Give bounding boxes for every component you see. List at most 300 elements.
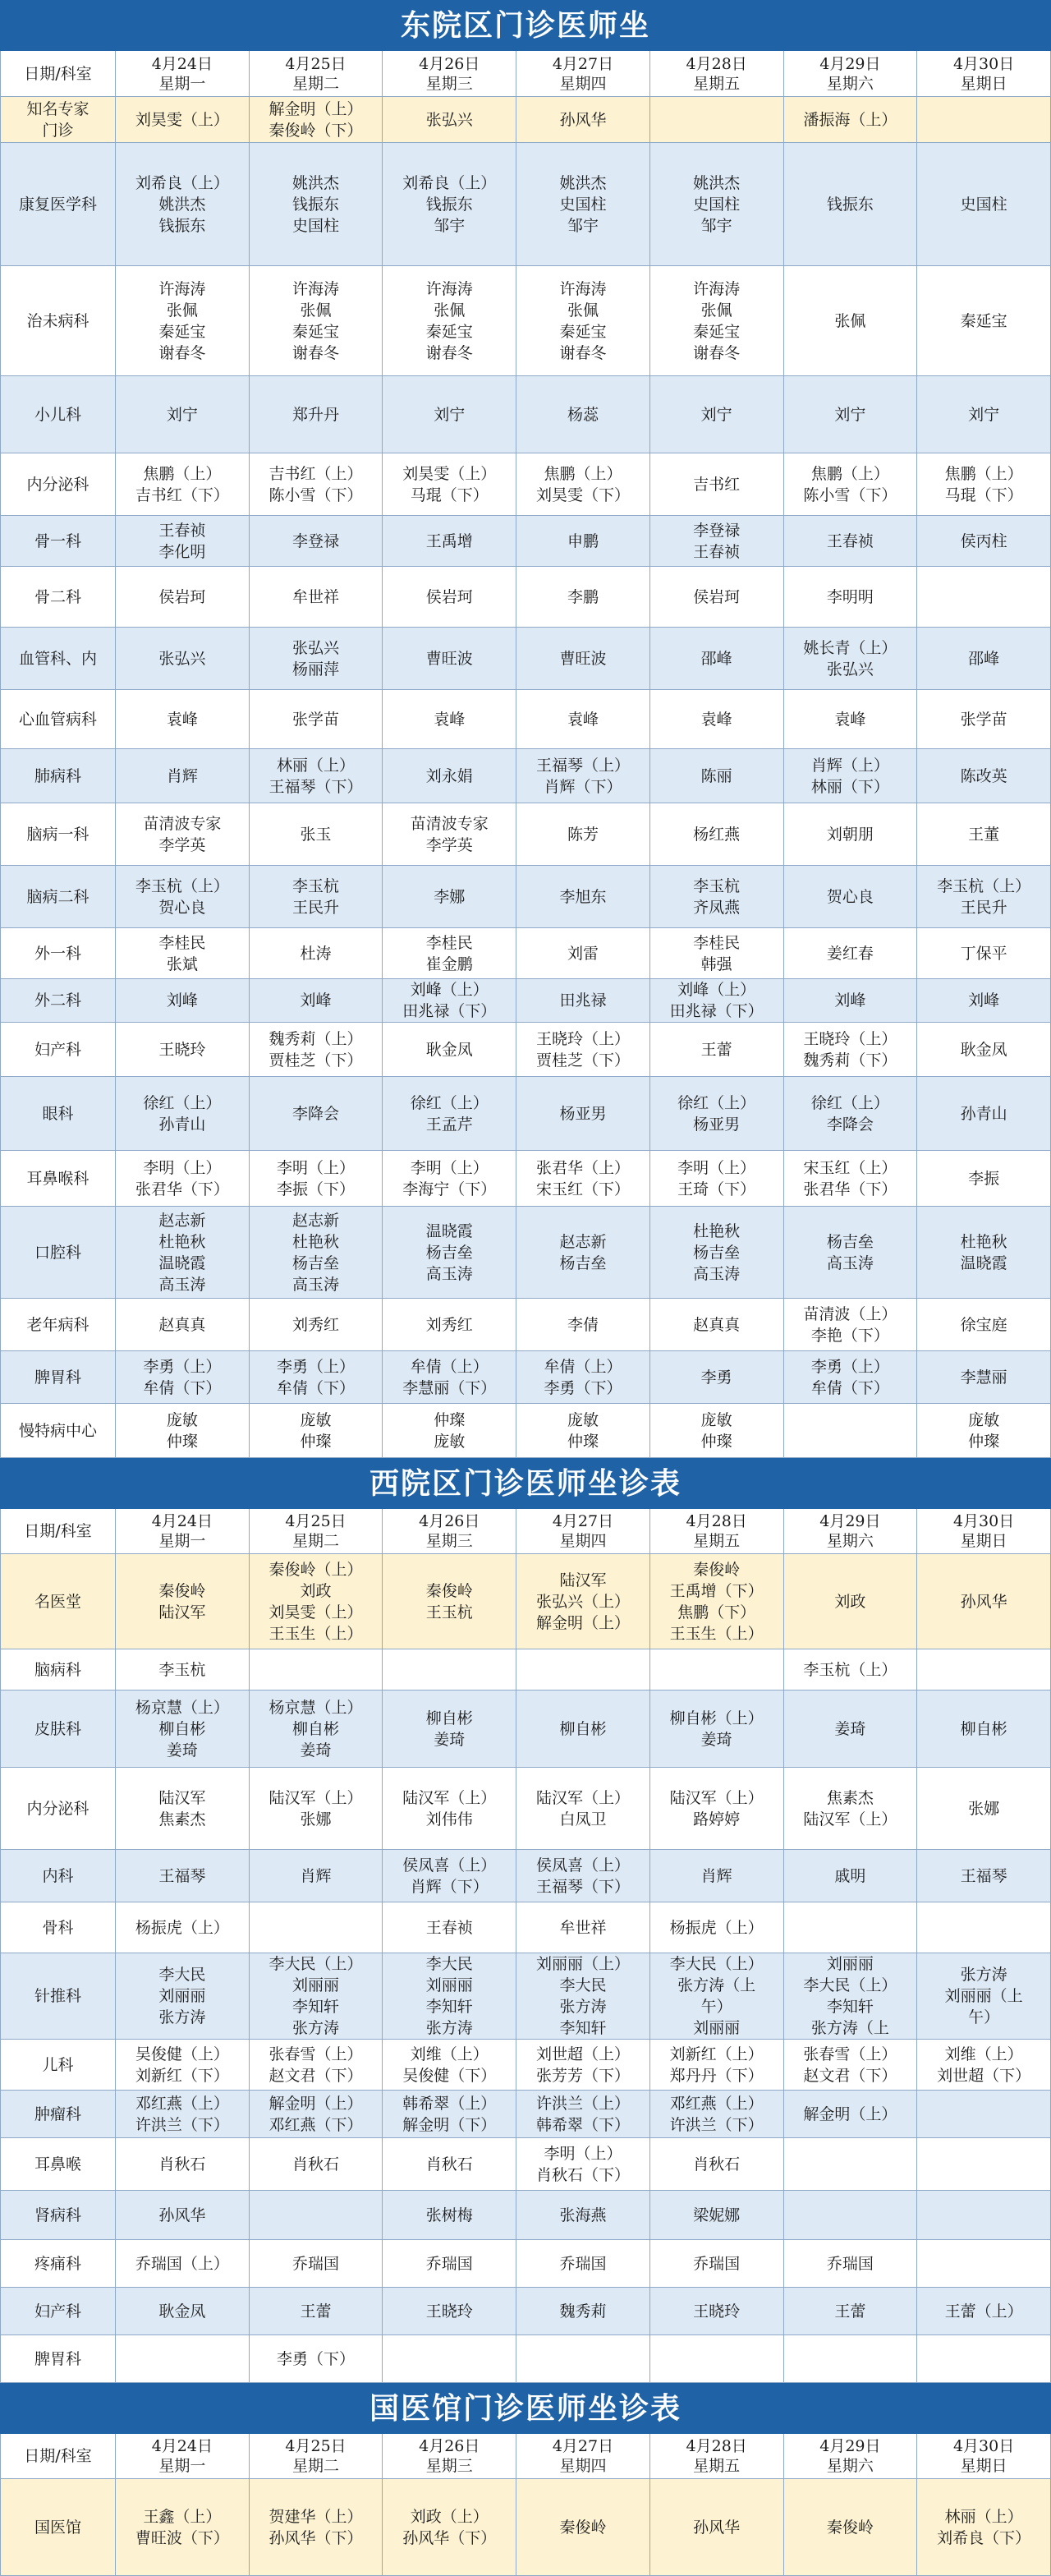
schedule-cell <box>649 2040 783 2091</box>
department-name <box>1 516 116 567</box>
doctor-name: 王晓玲（上） <box>803 1029 897 1048</box>
doctor-name: 解金明（上） <box>268 2094 363 2113</box>
doctor-name: 张玉 <box>300 825 332 844</box>
schedule-cell <box>116 1850 250 1902</box>
day-date: 4月30日 <box>952 2437 1015 2455</box>
doctor-name: 柳自彬 <box>960 1719 1007 1738</box>
schedule-cell <box>516 1299 650 1351</box>
schedule-cell <box>116 1690 250 1768</box>
schedule-cell <box>383 928 516 979</box>
day-header <box>249 1509 383 1554</box>
department-name-line: 耳鼻喉科 <box>26 1169 89 1188</box>
doctor-name: 王孟芹 <box>425 1115 473 1134</box>
doctor-name: 焦素杰 <box>826 1788 874 1807</box>
schedule-cell <box>516 1023 650 1077</box>
doctor-name: 庞敏 <box>300 1410 332 1429</box>
schedule-cell <box>649 749 783 803</box>
table-row <box>1 143 1051 266</box>
department-name <box>1 1023 116 1077</box>
doctor-name: 魏秀莉（上） <box>268 1029 363 1048</box>
schedule-cell <box>383 1299 516 1351</box>
doctor-name: 史国柱 <box>960 195 1007 214</box>
day-weekday: 星期日 <box>960 2457 1007 2475</box>
schedule-cell <box>917 1690 1051 1768</box>
day-weekday: 星期一 <box>158 74 206 93</box>
department-name <box>1 97 116 143</box>
schedule-cell <box>917 803 1051 866</box>
doctor-name: 谢春冬 <box>158 343 206 362</box>
doctor-name: 邵峰 <box>700 649 732 668</box>
doctor-name: 邓红燕（上） <box>135 2094 229 2113</box>
table-row <box>1 1207 1051 1299</box>
doctor-name: 柳自彬 <box>158 1719 206 1738</box>
day-date: 4月25日 <box>285 1512 347 1530</box>
day-weekday: 星期六 <box>826 2457 874 2475</box>
doctor-name: 秦俊岭（上） <box>268 1560 363 1579</box>
schedule-cell <box>649 2138 783 2191</box>
department-name-line: 名医堂 <box>34 1592 81 1611</box>
schedule-cell <box>116 1554 250 1649</box>
schedule-cell <box>116 567 250 628</box>
doctor-name: 梁妮娜 <box>693 2206 741 2224</box>
schedule-cell <box>783 2288 917 2335</box>
doctor-name: 徐宝庭 <box>960 1315 1007 1334</box>
doctor-name: 李玉杭（上） <box>803 1660 897 1679</box>
doctor-name: 袁峰 <box>700 710 732 729</box>
schedule-cell <box>516 1554 650 1649</box>
department-name-line: 小儿科 <box>34 405 81 424</box>
department-name <box>1 1554 116 1649</box>
schedule-cell <box>649 1690 783 1768</box>
doctor-name: 李明（上） <box>143 1158 222 1177</box>
day-date: 4月27日 <box>552 1512 614 1530</box>
schedule-cell <box>783 1850 917 1902</box>
doctor-name: 焦鹏（上） <box>143 464 222 483</box>
schedule-cell <box>783 2040 917 2091</box>
doctor-name: 赵真真 <box>158 1315 206 1334</box>
schedule-cell <box>649 1023 783 1077</box>
doctor-name: 张树梅 <box>425 2206 473 2224</box>
department-name-line: 脑病一科 <box>26 825 89 844</box>
department-name <box>1 2335 116 2383</box>
doctor-name: 秦俊岭 <box>826 2518 874 2537</box>
department-name <box>1 453 116 516</box>
doctor-name: 张佩 <box>166 301 198 320</box>
schedule-cell <box>649 1953 783 2040</box>
schedule-cell <box>917 453 1051 516</box>
day-date: 4月27日 <box>552 2437 614 2455</box>
day-date: 4月30日 <box>952 54 1015 73</box>
doctor-name: 午） <box>700 1998 732 2016</box>
day-header <box>917 51 1051 97</box>
doctor-name: 焦鹏（上） <box>544 464 622 483</box>
doctor-name: 刘希良（上） <box>402 173 497 192</box>
doctor-name: 崔金鹏 <box>425 954 473 973</box>
day-date: 4月30日 <box>952 1512 1015 1530</box>
doctor-name: 肖辉（下） <box>544 777 622 796</box>
doctor-name: 姜琦 <box>434 1730 466 1749</box>
schedule-cell <box>783 1953 917 2040</box>
doctor-name: 刘朝朋 <box>826 825 874 844</box>
schedule-cell <box>917 97 1051 143</box>
department-name-line: 耳鼻喉 <box>34 2155 81 2174</box>
doctor-name: 李海宁（下） <box>402 1180 497 1198</box>
department-name-line: 针推科 <box>34 1987 81 2005</box>
schedule-cell <box>649 866 783 928</box>
schedule-cell <box>783 1299 917 1351</box>
schedule-cell <box>917 1649 1051 1690</box>
schedule-cell <box>249 1077 383 1151</box>
doctor-name: 张弘兴 <box>158 649 206 668</box>
doctor-name: 焦素杰 <box>158 1810 206 1828</box>
doctor-name: 刘伟伟 <box>425 1810 473 1828</box>
schedule-cell <box>249 1023 383 1077</box>
doctor-name: 白凤卫 <box>559 1810 607 1828</box>
day-date: 4月29日 <box>819 1512 881 1530</box>
schedule-cell <box>383 2288 516 2335</box>
doctor-name: 李大民（上） <box>268 1955 363 1973</box>
doctor-name: 侯丙柱 <box>960 531 1007 550</box>
department-name <box>1 1649 116 1690</box>
schedule-cell <box>783 1023 917 1077</box>
schedule-cell <box>249 2240 383 2288</box>
doctor-name: 史国柱 <box>693 195 741 214</box>
doctor-name: 解金明（上） <box>535 1613 630 1632</box>
doctor-name: 张方涛（上 <box>810 2019 889 2037</box>
table-row <box>1 2288 1051 2335</box>
department-name <box>1 266 116 376</box>
doctor-name: 肖秋石 <box>292 2155 340 2174</box>
doctor-name: 姜琦 <box>300 1741 332 1760</box>
table-row <box>1 979 1051 1023</box>
doctor-name: 肖秋石 <box>693 2155 741 2174</box>
doctor-name: 李艳（下） <box>810 1326 889 1345</box>
table-row <box>1 453 1051 516</box>
department-name-line: 脾胃科 <box>34 1368 81 1387</box>
doctor-name: 侯凤喜（上） <box>402 1856 497 1874</box>
doctor-name: 牟倩（下） <box>810 1378 889 1397</box>
doctor-name: 谢春冬 <box>292 343 340 362</box>
doctor-name: 齐凤燕 <box>693 898 741 917</box>
doctor-name: 李明（上） <box>544 2144 622 2163</box>
doctor-name: 张芳芳（下） <box>535 2066 630 2085</box>
doctor-name: 刘昊雯（上） <box>402 464 497 483</box>
doctor-name: 牟倩（下） <box>277 1378 356 1397</box>
table-row <box>1 1690 1051 1768</box>
doctor-name: 张春雪（上） <box>803 2045 897 2063</box>
doctor-name: 李明明 <box>826 587 874 606</box>
doctor-name: 秦俊岭 <box>559 2518 607 2537</box>
doctor-name: 仲璨 <box>300 1432 332 1451</box>
doctor-name: 李倩 <box>567 1315 599 1334</box>
department-name <box>1 1151 116 1207</box>
schedule-cell <box>516 97 650 143</box>
schedule-cell <box>649 690 783 749</box>
department-name-line: 妇产科 <box>34 2302 81 2321</box>
schedule-cell <box>516 2191 650 2240</box>
schedule-cell <box>249 376 383 453</box>
day-weekday: 星期二 <box>292 2457 340 2475</box>
doctor-name: 许洪兰（下） <box>669 2115 764 2134</box>
schedule-cell <box>783 97 917 143</box>
doctor-name: 刘秀红 <box>292 1315 340 1334</box>
table-row <box>1 2335 1051 2383</box>
schedule-cell <box>116 1404 250 1458</box>
schedule-cell <box>649 928 783 979</box>
doctor-name: 田兆禄（下） <box>402 1002 497 1020</box>
department-name-line: 门诊 <box>42 121 74 140</box>
table-row <box>1 1953 1051 2040</box>
doctor-name: 张佩 <box>300 301 332 320</box>
doctor-name: 张春雪（上） <box>268 2045 363 2063</box>
doctor-name: 林丽（上） <box>277 756 356 775</box>
doctor-name: 仲璨 <box>968 1432 1000 1451</box>
section-title: 东院区门诊医师坐 <box>1 1 1051 51</box>
doctor-name: 李知轩 <box>826 1998 874 2016</box>
day-header <box>917 2434 1051 2479</box>
doctor-name: 王晓玲（上） <box>535 1029 630 1048</box>
department-name-line: 骨一科 <box>34 531 81 550</box>
doctor-name: 肖辉（下） <box>410 1877 489 1896</box>
doctor-name: 钱振东 <box>292 195 340 214</box>
schedule-cell <box>783 2335 917 2383</box>
schedule-cell <box>516 516 650 567</box>
schedule-cell <box>116 376 250 453</box>
doctor-name: 李玉杭（上） <box>937 876 1031 895</box>
doctor-name: 张佩 <box>434 301 466 320</box>
doctor-name: 刘维（上） <box>410 2045 489 2063</box>
department-name <box>1 1077 116 1151</box>
department-name <box>1 1902 116 1953</box>
day-weekday: 星期二 <box>292 74 340 93</box>
schedule-cell <box>116 2288 250 2335</box>
doctor-name: 许海涛 <box>559 279 607 298</box>
schedule-cell <box>383 143 516 266</box>
schedule-cell <box>783 628 917 690</box>
doctor-name: 王蕾 <box>700 1040 732 1059</box>
schedule-cell <box>249 1299 383 1351</box>
day-date: 4月24日 <box>151 1512 213 1530</box>
schedule-cell <box>249 749 383 803</box>
doctor-name: 姜琦 <box>166 1741 198 1760</box>
schedule-cell <box>783 690 917 749</box>
day-header <box>516 2434 650 2479</box>
doctor-name: 午） <box>968 2008 1000 2026</box>
doctor-name: 刘政（上） <box>410 2507 489 2526</box>
schedule-cell <box>516 1404 650 1458</box>
schedule-cell <box>249 1649 383 1690</box>
table-row <box>1 1902 1051 1953</box>
department-name <box>1 2479 116 2576</box>
doctor-name: 戚明 <box>834 1866 866 1885</box>
doctor-name: 王蕾 <box>834 2302 866 2321</box>
doctor-name: 孙风华 <box>158 2206 206 2224</box>
schedule-cell <box>383 266 516 376</box>
doctor-name: 赵文君（下） <box>268 2066 363 2085</box>
doctor-name: 刘昊雯（下） <box>535 485 630 504</box>
day-header <box>649 51 783 97</box>
department-name-line: 骨二科 <box>34 587 81 606</box>
schedule-cell <box>116 516 250 567</box>
schedule-cell <box>783 1768 917 1850</box>
schedule-cell <box>516 2091 650 2138</box>
doctor-name: 李慧丽 <box>960 1368 1007 1387</box>
doctor-name: 陈小雪（下） <box>803 485 897 504</box>
doctor-name: 张娜 <box>968 1799 1000 1818</box>
schedule-cell <box>116 928 250 979</box>
doctor-name: 刘峰 <box>968 991 1000 1010</box>
day-date: 4月24日 <box>151 2437 213 2455</box>
schedule-cell <box>383 1850 516 1902</box>
schedule-cell <box>783 516 917 567</box>
doctor-name: 路婷婷 <box>693 1810 741 1828</box>
department-name-line: 肺病科 <box>34 766 81 785</box>
doctor-name: 秦延宝 <box>158 322 206 341</box>
schedule-cell <box>383 749 516 803</box>
doctor-name: 解金明（下） <box>402 2115 497 2134</box>
department-name <box>1 2091 116 2138</box>
table-row <box>1 2479 1051 2576</box>
doctor-name: 张方涛 <box>559 1998 607 2016</box>
doctor-name: 肖辉 <box>300 1866 332 1885</box>
doctor-name: 李桂民 <box>158 933 206 952</box>
doctor-name: 王民升 <box>292 898 340 917</box>
doctor-name: 刘新红（下） <box>135 2066 229 2085</box>
doctor-name: 郑升丹 <box>292 405 340 424</box>
schedule-cell <box>249 1953 383 2040</box>
doctor-name: 刘永娟 <box>425 766 473 785</box>
schedule-cell <box>917 1850 1051 1902</box>
doctor-name: 王福琴 <box>158 1866 206 1885</box>
schedule-cell <box>249 2288 383 2335</box>
department-name-line: 治未病科 <box>26 311 89 330</box>
day-header <box>383 2434 516 2479</box>
doctor-name: 张君华（下） <box>803 1180 897 1198</box>
doctor-name: 邹宇 <box>700 216 732 235</box>
day-weekday: 星期四 <box>559 1532 607 1550</box>
doctor-name: 李慧丽（下） <box>402 1378 497 1397</box>
doctor-name: 刘希良（上） <box>135 173 229 192</box>
doctor-name: 刘峰（上） <box>677 981 756 999</box>
department-name-line: 脑病二科 <box>26 887 89 906</box>
day-date: 4月26日 <box>419 2437 480 2455</box>
schedule-cell <box>516 2040 650 2091</box>
schedule-cell <box>116 2138 250 2191</box>
schedule-cell <box>649 516 783 567</box>
day-date: 4月25日 <box>285 54 347 73</box>
doctor-name: 耿金凤 <box>960 1040 1007 1059</box>
doctor-name: 张方涛 <box>292 2019 340 2037</box>
doctor-name: 高玉涛 <box>292 1275 340 1294</box>
table-row <box>1 1768 1051 1850</box>
doctor-name: 张佩 <box>834 311 866 330</box>
schedule-cell <box>649 1850 783 1902</box>
table-row <box>1 1299 1051 1351</box>
schedule-cell <box>383 1404 516 1458</box>
doctor-name: 王玉杭 <box>425 1603 473 1622</box>
doctor-name: 乔瑞国 <box>559 2254 607 2273</box>
day-weekday: 星期日 <box>960 1532 1007 1550</box>
doctor-name: 柳自彬（上） <box>669 1709 764 1727</box>
schedule-cell <box>249 2335 383 2383</box>
doctor-name: 侯岩珂 <box>693 587 741 606</box>
schedule-cell <box>516 1690 650 1768</box>
schedule-cell <box>249 628 383 690</box>
department-name <box>1 866 116 928</box>
doctor-name: 张学苗 <box>960 710 1007 729</box>
schedule-cell <box>649 2288 783 2335</box>
department-name <box>1 1404 116 1458</box>
department-name <box>1 1850 116 1902</box>
schedule-cell <box>383 1690 516 1768</box>
doctor-name: 孙风华 <box>559 110 607 129</box>
schedule-cell <box>516 143 650 266</box>
schedule-cell <box>249 866 383 928</box>
schedule-cell <box>516 690 650 749</box>
doctor-name: 王晓玲 <box>693 2302 741 2321</box>
doctor-name: 肖秋石 <box>425 2155 473 2174</box>
doctor-name: 赵真真 <box>693 1315 741 1334</box>
doctor-name: 谢春冬 <box>425 343 473 362</box>
schedule-cell <box>649 1351 783 1404</box>
schedule-cell <box>249 1768 383 1850</box>
day-weekday: 星期五 <box>693 1532 741 1550</box>
schedule-cell <box>249 567 383 628</box>
doctor-name: 陆汉军 <box>158 1788 206 1807</box>
department-name-line: 康复医学科 <box>18 195 97 214</box>
schedule-cell <box>649 143 783 266</box>
schedule-cell <box>516 1649 650 1690</box>
schedule-cell <box>649 1077 783 1151</box>
schedule-cell <box>383 2091 516 2138</box>
schedule-cell <box>917 2288 1051 2335</box>
schedule-cell <box>249 2040 383 2091</box>
doctor-name: 肖辉 <box>700 1866 732 1885</box>
schedule-cell <box>649 266 783 376</box>
schedule-cell <box>249 2479 383 2576</box>
doctor-name: 刘宁 <box>700 405 732 424</box>
schedule-cell <box>249 2191 383 2240</box>
table-row <box>1 2040 1051 2091</box>
doctor-name: 杨振虎（上） <box>135 1918 229 1937</box>
doctor-name: 肖辉 <box>166 766 198 785</box>
doctor-name: 姚洪杰 <box>292 173 340 192</box>
doctor-name: 姜红春 <box>826 944 874 963</box>
doctor-name: 李鹏 <box>567 587 599 606</box>
doctor-name: 王春祯 <box>826 531 874 550</box>
department-name <box>1 2191 116 2240</box>
schedule-cell <box>383 2040 516 2091</box>
department-name <box>1 928 116 979</box>
schedule-cell <box>649 2191 783 2240</box>
day-header <box>383 1509 516 1554</box>
doctor-name: 刘雷 <box>567 944 599 963</box>
schedule-cell <box>516 1902 650 1953</box>
doctor-name: 李大民 <box>425 1955 473 1973</box>
department-name-line: 疼痛科 <box>34 2254 81 2273</box>
doctor-name: 王民升 <box>960 898 1007 917</box>
schedule-cell <box>783 2191 917 2240</box>
schedule-cell <box>249 453 383 516</box>
doctor-name: 韩强 <box>700 954 732 973</box>
schedule-cell <box>649 1649 783 1690</box>
table-row <box>1 376 1051 453</box>
doctor-name: 李学英 <box>158 835 206 854</box>
schedule-cell <box>649 628 783 690</box>
department-name <box>1 1953 116 2040</box>
doctor-name: 田兆禄（下） <box>669 1002 764 1020</box>
day-date: 4月25日 <box>285 2437 347 2455</box>
